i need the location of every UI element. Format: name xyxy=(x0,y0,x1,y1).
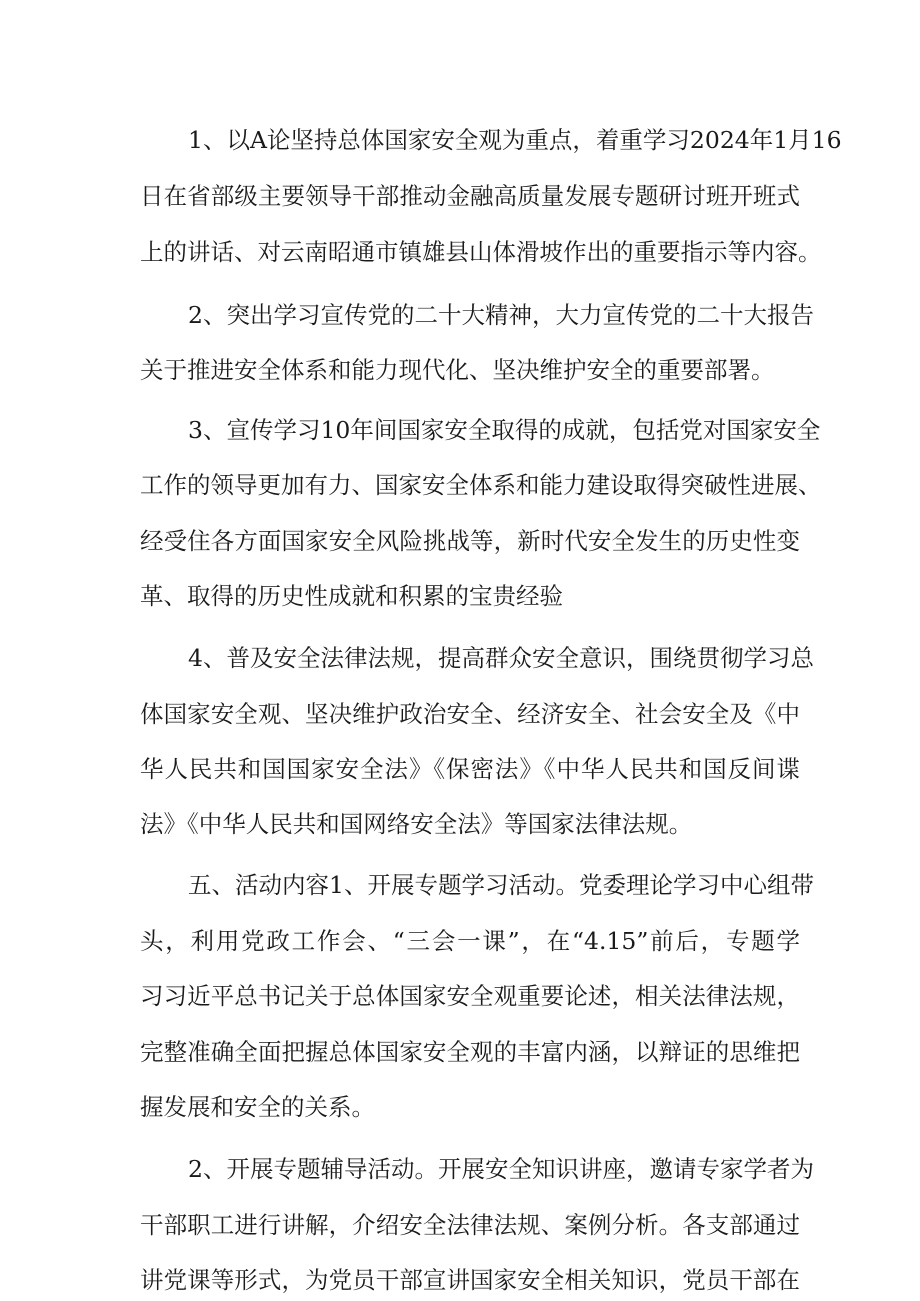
paragraph-6-line-2: 干部职工进行讲解，介绍安全法律法规、案例分析。各支部通过 xyxy=(140,1211,800,1239)
paragraph-5-line-2: 头，利用党政工作会、“三会一课”，在“4.15”前后，专题学 xyxy=(140,927,800,955)
paragraph-6-line-3: 讲党课等形式，为党员干部宣讲国家安全相关知识，党员干部在 xyxy=(140,1266,800,1294)
paragraph-4-line-4: 法》《中华人民共和国网络安全法》等国家法律法规。 xyxy=(140,810,693,838)
paragraph-2-line-1: 2、突出学习宣传党的二十大精神，大力宣传党的二十大报告 xyxy=(188,301,814,329)
paragraph-3-line-1: 3、宣传学习10年间国家安全取得的成就，包括党对国家安全 xyxy=(188,416,821,444)
paragraph-5-line-4: 完整准确全面把握总体国家安全观的丰富内涵，以辩证的思维把 xyxy=(140,1038,800,1066)
paragraph-3-line-2: 工作的领导更加有力、国家安全体系和能力建设取得突破性进展、 xyxy=(140,471,822,499)
paragraph-3-line-3: 经受住各方面国家安全风险挑战等，新时代安全发生的历史性变 xyxy=(140,527,800,555)
paragraph-4-line-1: 4、普及安全法律法规，提高群众安全意识，围绕贯彻学习总 xyxy=(188,644,814,672)
paragraph-3-line-4: 革、取得的历史性成就和积累的宝贵经验 xyxy=(140,582,563,610)
paragraph-5-line-3: 习习近平总书记关于总体国家安全观重要论述，相关法律法规， xyxy=(140,982,800,1010)
paragraph-2-line-2: 关于推进安全体系和能力现代化、坚决维护安全的重要部署。 xyxy=(140,356,775,384)
paragraph-1-line-3: 上的讲话、对云南昭通市镇雄县山体滑坡作出的重要指示等内容。 xyxy=(140,238,822,266)
paragraph-4-line-2: 体国家安全观、坚决维护政治安全、经济安全、社会安全及《中 xyxy=(140,700,800,728)
paragraph-1-line-2: 日在省部级主要领导干部推动金融高质量发展专题研讨班开班式 xyxy=(140,182,800,210)
paragraph-4-line-3: 华人民共和国国家安全法》《保密法》《中华人民共和国反间谍 xyxy=(140,755,800,783)
paragraph-5-line-1: 五、活动内容1、开展专题学习活动。党委理论学习中心组带 xyxy=(188,871,814,899)
paragraph-5-line-5: 握发展和安全的关系。 xyxy=(140,1093,375,1121)
paragraph-1-line-1: 1、以A论坚持总体国家安全观为重点，着重学习2024年1月16 xyxy=(188,126,842,154)
paragraph-6-line-1: 2、开展专题辅导活动。开展安全知识讲座，邀请专家学者为 xyxy=(188,1155,814,1183)
